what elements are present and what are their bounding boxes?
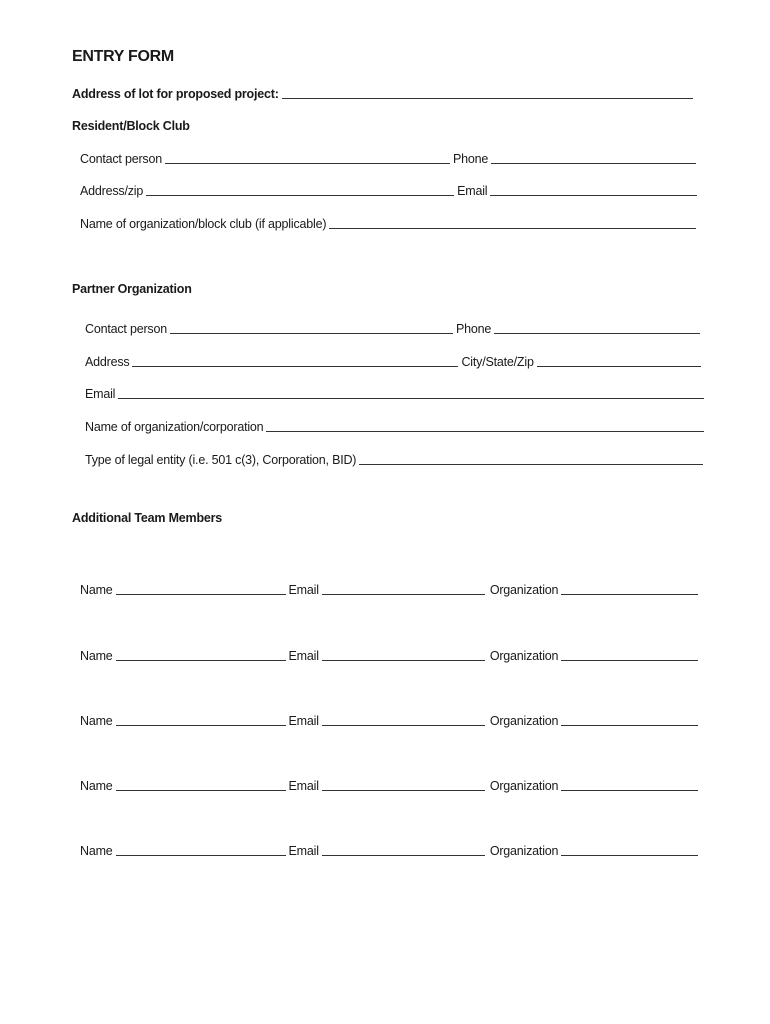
resident-address-row [80,181,700,199]
resident-org-label: Name of organization/block club (if applicable) [80,217,327,231]
partner-address-input[interactable] [132,366,458,367]
team-member-row [80,841,701,859]
team-name-label: Name [80,714,113,728]
resident-contact-input[interactable] [165,163,450,164]
resident-phone-label: Phone [452,152,489,166]
resident-email-label: Email [457,184,488,198]
resident-heading: Resident/Block Club [72,119,190,133]
partner-city-label: City/State/Zip [461,355,534,369]
team-org-input[interactable] [561,855,698,856]
team-email-input[interactable] [322,790,485,791]
team-member-row [80,776,701,794]
partner-org-label: Name of organization/corporation [85,420,264,434]
partner-city-input[interactable] [537,366,701,367]
partner-contact-label: Contact person [85,322,167,336]
team-email-input[interactable] [322,594,485,595]
team-email-label: Email [288,583,319,597]
team-name-label: Name [80,779,113,793]
team-email-label: Email [288,649,319,663]
team-email-label: Email [288,844,319,858]
team-org-label: Organization [489,649,559,663]
partner-address-label: Address [85,355,130,369]
team-org-label: Organization [489,779,559,793]
partner-phone-input[interactable] [494,333,700,334]
partner-contact-row [85,319,703,337]
partner-address-row [85,352,704,370]
partner-entity-input[interactable] [359,464,703,465]
resident-contact-row [80,149,699,167]
team-member-row [80,580,701,598]
team-member-row [80,646,701,664]
partner-contact-input[interactable] [170,333,453,334]
team-name-input[interactable] [116,725,286,726]
team-email-input[interactable] [322,725,485,726]
resident-org-input[interactable] [329,228,696,229]
resident-address-input[interactable] [146,195,454,196]
partner-entity-row [85,450,706,468]
partner-phone-label: Phone [455,322,492,336]
resident-org-row [80,214,699,232]
partner-heading: Partner Organization [72,282,192,296]
team-name-label: Name [80,649,113,663]
team-name-input[interactable] [116,790,286,791]
partner-email-label: Email [85,387,116,401]
team-org-label: Organization [489,714,559,728]
team-org-input[interactable] [561,660,698,661]
team-org-label: Organization [489,583,559,597]
form-title: ENTRY FORM [72,48,174,65]
resident-contact-label: Contact person [80,152,162,166]
partner-email-input[interactable] [118,398,704,399]
team-email-input[interactable] [322,660,485,661]
team-name-input[interactable] [116,594,286,595]
team-name-label: Name [80,844,113,858]
team-heading: Additional Team Members [72,511,223,525]
team-name-input[interactable] [116,855,286,856]
team-org-label: Organization [489,844,559,858]
team-org-input[interactable] [561,594,698,595]
project-address-input[interactable] [282,98,693,99]
project-address-row [72,84,696,102]
team-name-input[interactable] [116,660,286,661]
team-email-label: Email [288,714,319,728]
partner-org-input[interactable] [266,431,704,432]
team-org-input[interactable] [561,790,698,791]
team-name-label: Name [80,583,113,597]
partner-org-row [85,417,707,435]
project-address-label: Address of lot for proposed project: [72,87,279,101]
resident-phone-input[interactable] [491,163,696,164]
partner-entity-label: Type of legal entity (i.e. 501 c(3), Corporation, BID) [85,453,357,467]
team-member-row [80,711,701,729]
team-email-input[interactable] [322,855,485,856]
team-org-input[interactable] [561,725,698,726]
resident-email-input[interactable] [490,195,697,196]
partner-email-row [85,384,707,402]
resident-address-label: Address/zip [80,184,144,198]
team-email-label: Email [288,779,319,793]
